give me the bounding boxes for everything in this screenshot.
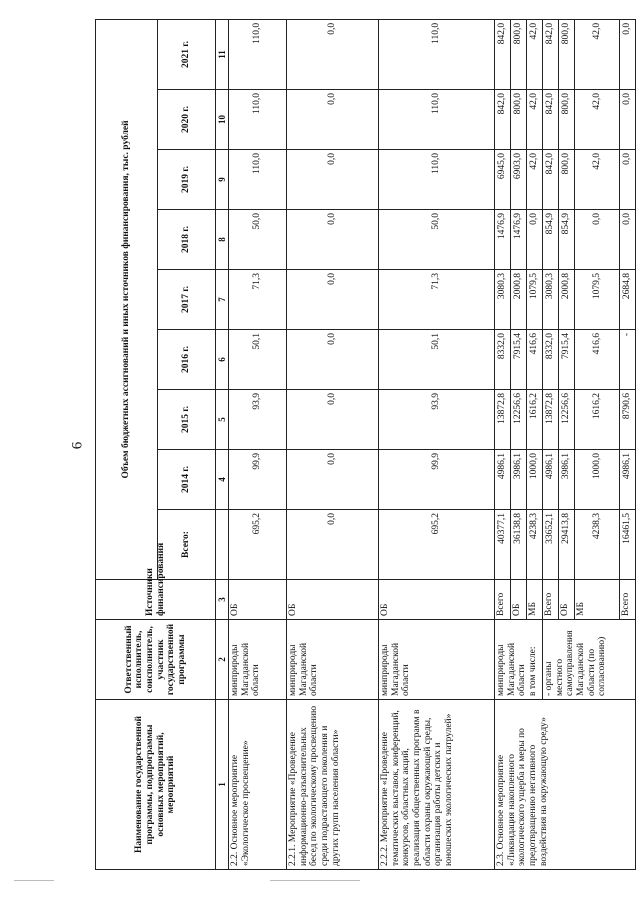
edge-mark-left xyxy=(14,880,54,881)
cell-value: 854,9 xyxy=(559,210,575,270)
cell-value: 110,0 xyxy=(229,19,287,89)
cell-value: 0,0 xyxy=(620,150,636,210)
cell-value: 12256,6 xyxy=(559,390,575,450)
cell-value: 0,0 xyxy=(575,210,620,270)
cell-value: 42,0 xyxy=(575,150,620,210)
row-source: Всего xyxy=(495,580,511,620)
row-source: ОБ xyxy=(559,580,575,620)
cell-value: 42,0 xyxy=(575,19,620,89)
funding-table xyxy=(95,19,636,870)
cell-value: 99,9 xyxy=(229,450,287,510)
cell-value: 842,0 xyxy=(495,90,511,150)
cell-value: 50,0 xyxy=(229,210,287,270)
cell-value: 0,0 xyxy=(287,90,379,150)
cell-value: 36138,8 xyxy=(511,510,527,580)
cell-value: 854,9 xyxy=(543,210,559,270)
header-year-2021: 2021 г. xyxy=(158,19,216,89)
row-source: ОБ xyxy=(511,580,527,620)
col-num xyxy=(216,510,229,580)
cell-value: - xyxy=(620,330,636,390)
row-source: ОБ xyxy=(287,580,379,620)
cell-value: 40377,1 xyxy=(495,510,511,580)
header-year-2014: 2014 г. xyxy=(158,450,216,510)
cell-value: 4986,1 xyxy=(543,450,559,510)
col-num: 7 xyxy=(216,270,229,330)
cell-value: 7915,4 xyxy=(559,330,575,390)
rotated-table-container xyxy=(95,20,633,870)
cell-value: 13872,8 xyxy=(495,390,511,450)
col-num: 2 xyxy=(216,620,229,700)
cell-value: 8332,0 xyxy=(543,330,559,390)
cell-value: 800,0 xyxy=(559,150,575,210)
col-num: 4 xyxy=(216,450,229,510)
cell-value: 0,0 xyxy=(287,19,379,89)
col-num: 1 xyxy=(216,700,229,870)
cell-value: 0,0 xyxy=(287,390,379,450)
cell-value: 800,0 xyxy=(511,90,527,150)
header-executor: Ответственный исполнитель, соисполнитель, участник государственной программы xyxy=(96,620,216,700)
cell-value: 1079,5 xyxy=(527,270,543,330)
cell-value: 3080,3 xyxy=(495,270,511,330)
cell-value: 1476,9 xyxy=(511,210,527,270)
cell-value: 2684,8 xyxy=(620,270,636,330)
row-name: 2.2. Основное мероприятие «Экологическое просвещение» xyxy=(229,700,287,870)
header-year-2018: 2018 г. xyxy=(158,210,216,270)
cell-value: 800,0 xyxy=(559,19,575,89)
cell-value: 4238,3 xyxy=(527,510,543,580)
cell-value: 110,0 xyxy=(379,90,495,150)
cell-value: 416,6 xyxy=(575,330,620,390)
row-executor: минприроды Магаданской области xyxy=(379,620,495,700)
cell-value: 1616,2 xyxy=(575,390,620,450)
col-num: 10 xyxy=(216,90,229,150)
row-executor-line: в том числе: xyxy=(527,646,538,696)
cell-value: 4986,1 xyxy=(620,450,636,510)
cell-value: 110,0 xyxy=(229,150,287,210)
cell-value: 842,0 xyxy=(543,19,559,89)
cell-value: 842,0 xyxy=(543,150,559,210)
cell-value: 42,0 xyxy=(527,19,543,89)
cell-value: 0,0 xyxy=(287,450,379,510)
cell-value: 4238,3 xyxy=(575,510,620,580)
cell-value: 0,0 xyxy=(287,150,379,210)
cell-value: 0,0 xyxy=(620,210,636,270)
cell-value: 93,9 xyxy=(379,390,495,450)
row-executor xyxy=(495,620,543,700)
row-executor: минприроды Магаданской области xyxy=(229,620,287,700)
cell-value: 0,0 xyxy=(287,210,379,270)
cell-value: 3986,1 xyxy=(559,450,575,510)
cell-value: 29413,8 xyxy=(559,510,575,580)
header-row-1 xyxy=(96,19,158,869)
cell-value: 42,0 xyxy=(527,90,543,150)
column-number-row xyxy=(216,19,229,869)
cell-value: 13872,8 xyxy=(543,390,559,450)
cell-value: 0,0 xyxy=(287,510,379,580)
cell-value: 0,0 xyxy=(620,19,636,89)
header-name: Наименование государственной программы, подпрограммы основных мероприятий, мероприятий xyxy=(96,700,216,870)
cell-value: 0,0 xyxy=(287,270,379,330)
row-executor: - органы местного самоуправления Магаданской области (по согласованию) xyxy=(543,620,636,700)
row-source: Всего xyxy=(543,580,559,620)
cell-value: 1616,2 xyxy=(527,390,543,450)
cell-value: 695,2 xyxy=(379,510,495,580)
row-source: МБ xyxy=(575,580,620,620)
header-year-2015: 2015 г. xyxy=(158,390,216,450)
row-name: 2.3. Основное мероприятие «Ликвидация накопленного экологического ущерба и меры по предотвращению негативного воздействия на окружающую среду» xyxy=(495,700,636,870)
header-source: Источники финансирования xyxy=(96,580,216,620)
header-year-2016: 2016 г. xyxy=(158,330,216,390)
cell-value: 842,0 xyxy=(543,90,559,150)
col-num: 11 xyxy=(216,19,229,89)
row-executor-line: минприроды Магаданской области xyxy=(496,642,528,696)
cell-value: 8332,0 xyxy=(495,330,511,390)
table-row xyxy=(495,19,511,869)
header-year-2019: 2019 г. xyxy=(158,150,216,210)
cell-value: 0,0 xyxy=(287,330,379,390)
cell-value: 0,0 xyxy=(527,210,543,270)
cell-value: 7915,4 xyxy=(511,330,527,390)
page-number: 6 xyxy=(69,441,86,450)
row-name: 2.2.1. Мероприятие «Проведение информационно-разъяснительных бесед по экологическому просвещению среди подрастающего поколения и других групп населения области» xyxy=(287,700,379,870)
cell-value: 12256,6 xyxy=(511,390,527,450)
cell-value: 50,1 xyxy=(229,330,287,390)
cell-value: 50,0 xyxy=(379,210,495,270)
col-num: 5 xyxy=(216,390,229,450)
cell-value: 416,6 xyxy=(527,330,543,390)
col-num: 8 xyxy=(216,210,229,270)
row-source: ОБ xyxy=(379,580,495,620)
cell-value: 800,0 xyxy=(559,90,575,150)
cell-value: 42,0 xyxy=(527,150,543,210)
cell-value: 695,2 xyxy=(229,510,287,580)
cell-value: 1079,5 xyxy=(575,270,620,330)
col-num: 9 xyxy=(216,150,229,210)
cell-value: 8790,6 xyxy=(620,390,636,450)
cell-value: 110,0 xyxy=(379,19,495,89)
col-num: 6 xyxy=(216,330,229,390)
row-source: Всего xyxy=(620,580,636,620)
cell-value: 6945,0 xyxy=(495,150,511,210)
cell-value: 33652,1 xyxy=(543,510,559,580)
cell-value: 2000,8 xyxy=(511,270,527,330)
cell-value: 99,9 xyxy=(379,450,495,510)
row-executor: минприроды Магаданской области xyxy=(287,620,379,700)
table-row xyxy=(379,19,495,869)
cell-value: 93,9 xyxy=(229,390,287,450)
cell-value: 6903,0 xyxy=(511,150,527,210)
row-name: 2.2.2. Мероприятие «Проведение тематических выставок, конференций, конкурсов, областных акций, реализация общественных программ в области охраны окружающей среды, организация работы детских и юношеских экологических патрулей» xyxy=(379,700,495,870)
cell-value: 50,1 xyxy=(379,330,495,390)
cell-value: 71,3 xyxy=(229,270,287,330)
header-total: Всего: xyxy=(158,510,216,580)
table-row xyxy=(229,19,287,869)
cell-value: 16461,5 xyxy=(620,510,636,580)
cell-value: 1000,0 xyxy=(527,450,543,510)
row-source: МБ xyxy=(527,580,543,620)
row-source: ОБ xyxy=(229,580,287,620)
cell-value: 0,0 xyxy=(620,90,636,150)
header-funding: Объем бюджетных ассигнований и иных источников финансирования, тыс. рублей xyxy=(96,19,158,579)
cell-value: 2000,8 xyxy=(559,270,575,330)
cell-value: 1000,0 xyxy=(575,450,620,510)
cell-value: 4986,1 xyxy=(495,450,511,510)
col-num: 3 xyxy=(216,580,229,620)
cell-value: 42,0 xyxy=(575,90,620,150)
cell-value: 71,3 xyxy=(379,270,495,330)
cell-value: 800,0 xyxy=(511,19,527,89)
cell-value: 1476,9 xyxy=(495,210,511,270)
header-year-2020: 2020 г. xyxy=(158,90,216,150)
table-row xyxy=(287,19,379,869)
cell-value: 3080,3 xyxy=(543,270,559,330)
cell-value: 842,0 xyxy=(495,19,511,89)
cell-value: 110,0 xyxy=(379,150,495,210)
header-year-2017: 2017 г. xyxy=(158,270,216,330)
cell-value: 3986,1 xyxy=(511,450,527,510)
cell-value: 110,0 xyxy=(229,90,287,150)
edge-mark-right xyxy=(270,880,360,881)
